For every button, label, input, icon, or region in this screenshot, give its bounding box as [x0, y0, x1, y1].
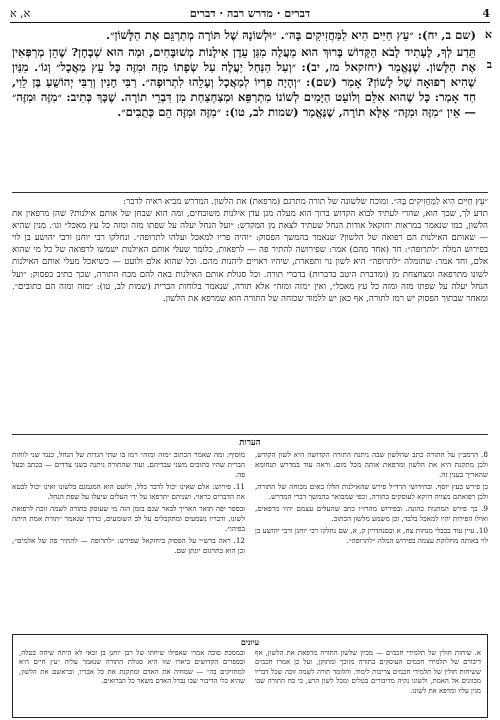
section-marker-bet: ב	[486, 58, 492, 71]
insights-column-right: א. שיחות חולין של תלמידי חכמים — מכיון שלשון התורה מרפאת את הלשון, אף דיבורם של תלמידי חכמים העוסקים בתורה מזוכך ומתוקן, ועל כן אמרו חכמים ששיחות חולין של תלמידי חכמים צריכות לימוד. והלומד תורה לשמה זוכה שכל דבריו מכוונים אל האמת, ולשונו נקיה מדיבורים בטלים ומכל לשון הרע, כי כח התורה שבו מגין עליו ומרפא את לשונו.	[255, 649, 481, 695]
notes-divider	[12, 434, 488, 435]
notes-heading: הערות	[239, 438, 261, 448]
chapter-ref: א, א	[10, 6, 31, 20]
insights-column-left: ובמסכת סוכה אמרו שאפילו שיחתו של רבן יוחנן בן זכאי לא היתה שיחה בטלה, ובספרים הקדושים ביארו שזו היא סגולת התורה שנאמר עליה ״עץ חיים היא למחזיקים בה״ — שמחיה את האדם ומתקנת את כל אבריו, ובראשם את הלשון, שהיא כלי הדיבור שבו נבדל האדם משאר כל הברואים.	[19, 649, 245, 686]
commentary-lead: ״עֵץ חַיִּים הִיא לַמַּחֲזִיקִים בָּהּ״. ומוכח שלשונה של תורה מתרגם (מרפאת) את הלשון. המדרש מביא ראיה לדבר:	[123, 197, 488, 207]
notes-column-left	[12, 450, 245, 632]
note-paragraph: מוסיף: ומה שאמר הכתוב ״מזה ומזה״ רמז בו שתי הגדות של הנחל, כנגד שני לוחות הברית שהיו כתובים משני עבריהם. ועוד שהתורה ניתנה בשני צדדים — בכתב ובעל פה.	[12, 450, 245, 479]
note-paragraph: 8. הרמב״ן על התורה כתב שהלשון שבה ניתנה התורה הקדושה היא לשון הקודש, ולכן מתקנת היא את הלשון ומרפאת אותה מכל מום. וראה עוד במדרש תנחומא שהאריך בענין זה.	[255, 450, 488, 479]
note-paragraph: 12. ראה ברש״י על הפסוק ביחזקאל שפירש: ״לתרופה — להתיר פה של אלמים״, וכן הוא בתרגום יונתן שם.	[12, 536, 245, 555]
insights-heading: עיונים	[240, 637, 260, 647]
main-text-divider	[12, 192, 488, 193]
running-header	[10, 4, 490, 23]
main-text-opening: (שם ב, יח): ״עֵץ חַיִּים הִיא לַמַּחֲזִיקִים בָּהּ״. ״וּלְשׁוֹנָהּ שֶׁל תּוֹרָה מְתַרְגֵּם אֶת הַלָּשׁוֹן״.	[106, 28, 476, 42]
notes-section	[12, 450, 488, 632]
main-text-body: תֵּדַע לְךָ, לֶעָתִיד לָבֹא הַקָּדוֹשׁ בָּרוּךְ הוּא מַעֲלֶה מִגַּן עֵדֶן אִילָנוֹת מְשׁוּבָּחִים, וּמַה הוּא שְׁבָחָן? שֶׁהֵן מְרַפְּאִין אֶת הַלָּשׁוֹן. שֶׁנֶּאֱמַר (יחזקאל מז, יב): ״וְעַל הַנַּחַל יַעֲלֶה עַל שְׂפָתוֹ מִזֶּה וּמִזֶּה כָּל עֵץ מַאֲכָל״ וְגוֹ׳. מִנַּיִן שֶׁהִיא רְפוּאָה שֶׁל לָשׁוֹן? אָמַר (שם): ״וְהָיָה פִרְיוֹ לְמַאֲכָל וְעָלֵהוּ לִתְרוּפָה״. רַבִּי חָנִין וְרַבִּי יְהוֹשֻׁעַ בֶּן לֵוִי, חַד אָמַר: כָּל שֶׁהוּא אִלֵּם וְלוֹעֵט הַיָּמִים לְשׁוֹנוֹ מִתְרַפֵּא וּמְצַחְצַחַת מִן דִּבְרֵי תוֹרָה. שֶׁכָּךְ כְּתִיב: ״מִזֶּה וּמִזֶּה״ — אֵין ״מִזֶּה וּמִזֶּה״ אֶלָּא תוֹרָה, שֶׁנֶּאֱמַר (שמות לב, טו): ״מִזֶּה וּמִזֶּה הֵם כְּתֻבִים״.	[12, 45, 476, 119]
insights-box	[12, 634, 488, 718]
insights-columns	[19, 649, 481, 713]
notes-column-right	[255, 450, 488, 632]
note-paragraph: כן פירש בעץ יוסף. ובחידושי הרד״ל פירש שהאילנות הללו באים מכוחה של התורה, ולכן רפואתם מצויה דווקא לעוסקים בתורה, וכפי שמבואר בהמשך דברי המדרש.	[255, 482, 488, 501]
running-title: דברים · מדרש רבה · דברים	[189, 6, 311, 20]
commentary-body: תדע לך, שכך הוא, שהרי לעתיד לבוא הקדוש ברוך הוא מעלה מגן עדן אילנות משובחים, ומה הוא שבחן של אותם אילנות? שהן מרפאין את הלשון, כמו שנאמר במראות יחזקאל אודות הנחל שעתיד לצאת מן המקדש: ״ועל הנחל יעלה על שפתו מזה ומזה כל עץ מאכל״ וגו׳. מנין שהיא — שאותם האילנות הם רפואה של הלשון? שנאמר בהמשך הפסוק: ״והיה פריו למאכל ועלהו לתרופה״. ונחלקו רבי יוחנן ורבי יהושע בן לוי בפירוש המלה ״לתרופה״: חד (אחד מהם) אמר: שפירושה להתיר פה — לרפאות, כלומר שעלי אותם האילנות ישמשו לרפואה של כל מי שהוא אלם, וחד אמר: שתומלה ״לתרופה״ היא לשון נוי ותפארת, שיהיו ראויים ליהנות מהם. וכל שהוא אלם ולועט — כשיאכל מעלי אותם האילנות לשונו מתרפאה ומצחצחת מן (ומדברת היטב בדברות) בדברי תורה. וכל סגולת אותם האילנות באה להם מכח התורה, שכך כתיב בפסוק: ״ועל הנחל יעלה על שפתו מזה ומזה כל עץ מאכל״, ואין ״מזה ומזה״ אלא תורה, שנאמר בלוחות הברית (שמות לב, טו): ״מזה ומזה הם כתובים״. ומאחר שבתוך הפסוק יש רמז לתורה, אף כאן יש ללמוד שכוחה של התורה הוא שמרפא את הלשון.	[12, 209, 488, 304]
note-paragraph: 10. עיין עוד בבבלי מנחות צח, א ובסנהדרין ק, א, שם נחלקו רבי יוחנן ורבי יהושע בן לוי באותה מחלוקת עצמה בפירוש המלה ״לתרופה״.	[255, 526, 488, 545]
note-paragraph: ובספר יפה תואר האריך לבאר שגם בזמן הזה מי שעוסק בתורה לשמה זוכה לרפואת לשונו, ודבריו נשמעים ומתקבלים על לב השומעים, כדרך שנאמר ״תורת אמת היתה בפיהו״.	[12, 504, 245, 533]
note-paragraph: 11. פירוש: אלם שאינו יכול לדבר כלל, ולועט הוא המגמגם בלשונו ואינו יכול לבטא את הדברים כראוי. ושניהם יתרפאו על ידי העלים שיעלו על שפת הנחל.	[12, 482, 245, 501]
midrash-main-text	[12, 28, 476, 122]
section-marker-aleph: א	[484, 28, 492, 41]
note-paragraph: 9. כך פירש המתנות כהונה. ובפירוש מהרז״ו כתב שהעלים עצמם יהיו מרפאים, ואילו הפירות יהיו למאכל בלבד, וכן משמע מלשון הכתוב.	[255, 504, 488, 523]
page-number: 4	[482, 6, 490, 20]
translation-commentary	[12, 196, 488, 305]
